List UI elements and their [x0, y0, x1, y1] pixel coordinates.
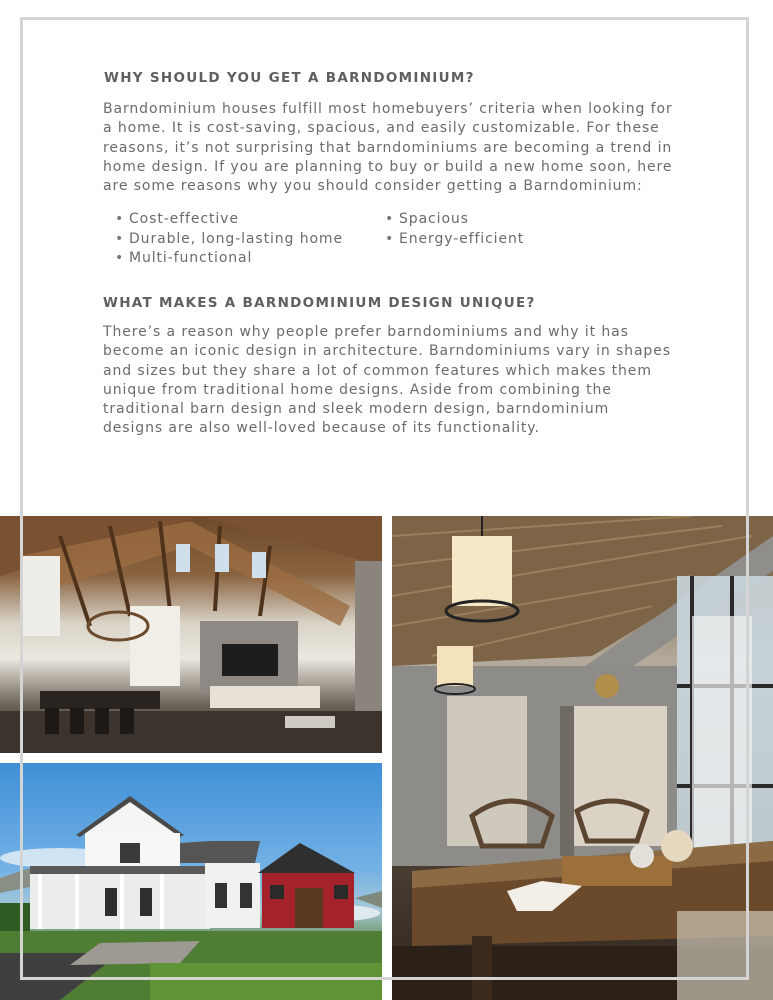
reasons-list — [115, 210, 595, 269]
list-item: • Energy-efficient — [385, 230, 595, 250]
list-item: • Durable, long-lasting home — [115, 230, 385, 250]
paragraph-unique: There’s a reason why people prefer barndominiums and why it has become an iconic design in architecture. Barndominiums vary in shapes and sizes but they share a lot of common features which makes them unique from traditional home designs. Aside from combining the traditional barn design and sleek modern design, barndominium designs are also well-loved because of its functionality. — [103, 323, 671, 437]
list-item: • Cost-effective — [115, 210, 385, 230]
list-item: • Multi-functional — [115, 249, 385, 269]
tea-room-photo — [392, 516, 773, 1000]
list-item: • Spacious — [385, 210, 595, 230]
article-content — [103, 70, 673, 439]
paragraph-why: Barndominium houses fulfill most homebuyers’ criteria when looking for a home. It is cost-saving, spacious, and easily customizable. For these reasons, it’s not surprising that barndominiums are becoming a trend in home design. If you are planning to buy or build a new home soon, here are some reasons why you should consider getting a Barndominium: — [103, 101, 673, 195]
farmhouse-photo — [0, 763, 382, 1000]
section-heading-why: WHY SHOULD YOU GET A BARNDOMINIUM? — [104, 70, 475, 86]
section-heading-unique: WHAT MAKES A BARNDOMINIUM DESIGN UNIQUE? — [103, 294, 536, 311]
interior-photo — [0, 516, 382, 753]
